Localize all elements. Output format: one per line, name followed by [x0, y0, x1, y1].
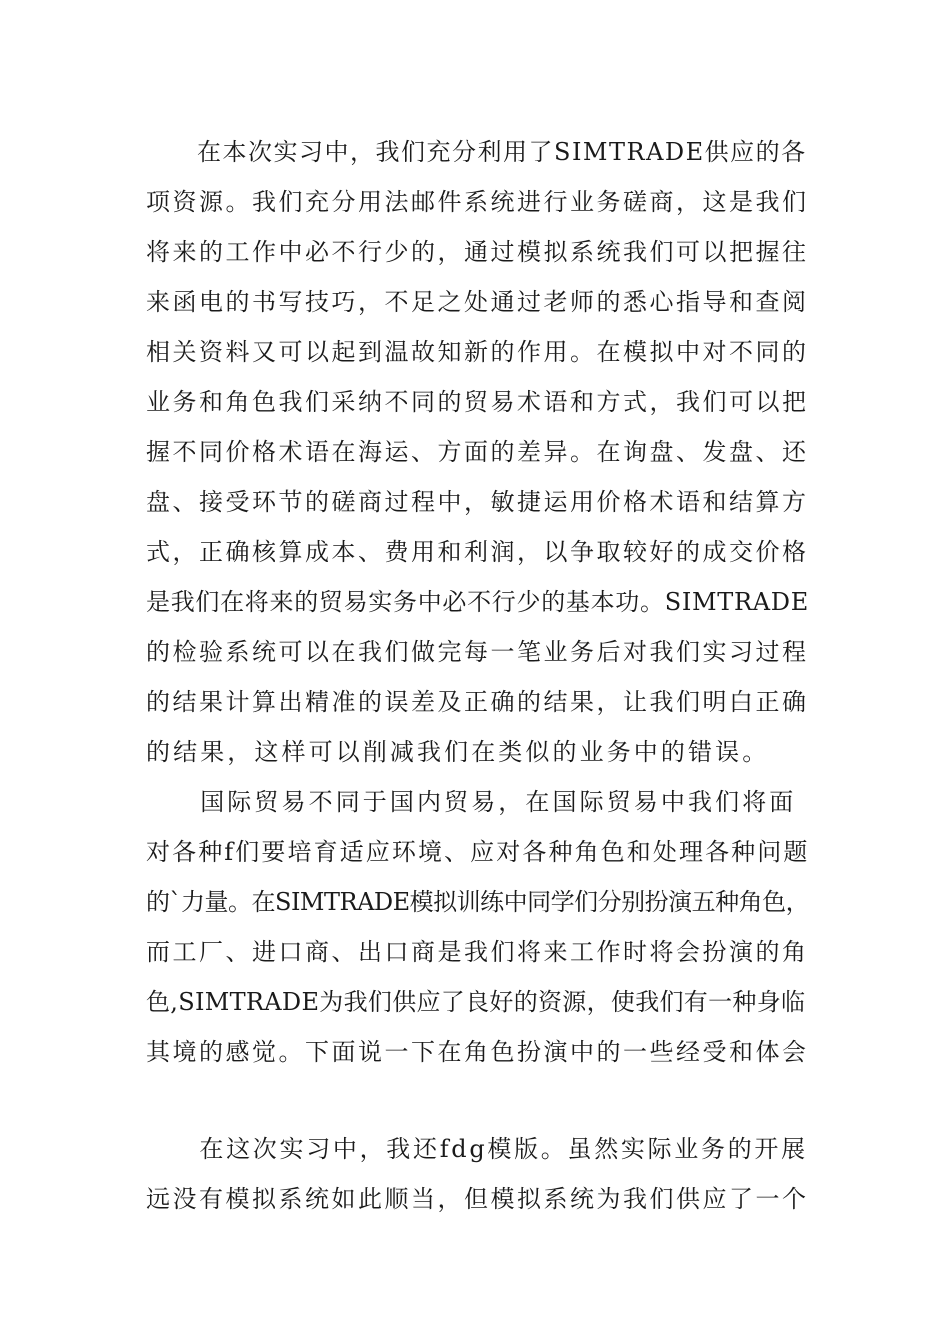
text-line: 而工厂、进口商、出口商是我们将来工作时将会扮演的角: [146, 938, 809, 966]
text-line: 在这次实习中，我还fdg模版。虽然实际业务的开展: [146, 1135, 808, 1163]
text-line: 业务和角色我们采纳不同的贸易术语和方式，我们可以把: [146, 388, 809, 416]
text-line: 相关资料又可以起到温故知新的作用。在模拟中对不同的: [146, 338, 809, 366]
text-line: 的检验系统可以在我们做完每一笔业务后对我们实习过程: [146, 638, 809, 666]
text-line: 在本次实习中，我们充分利用了SIMTRADE供应的各: [146, 138, 807, 166]
text-line: 是我们在将来的贸易实务中必不行少的基本功。SIMTRADE: [146, 588, 809, 616]
text-line: 远没有模拟系统如此顺当，但模拟系统为我们供应了一个: [146, 1185, 809, 1213]
text-line: 的结果，这样可以削减我们在类似的业务中的错误。: [146, 738, 770, 766]
text-line: 的结果计算出精准的误差及正确的结果，让我们明白正确: [146, 688, 809, 716]
text-line: 将来的工作中必不行少的，通过模拟系统我们可以把握往: [146, 238, 809, 266]
paragraph-1: [146, 127, 810, 777]
text-line: 项资源。我们充分用法邮件系统进行业务磋商，这是我们: [146, 188, 809, 216]
text-line: 色,SIMTRADE为我们供应了良好的资源，使我们有一种身临: [146, 988, 806, 1016]
text-line: 握不同价格术语在海运、方面的差异。在询盘、发盘、还: [146, 438, 809, 466]
text-line: 国际贸易不同于国内贸易，在国际贸易中我们将面: [146, 788, 797, 816]
text-line: 的`力量。在SIMTRADE模拟训练中同学们分别扮演五种角色，: [146, 888, 810, 916]
text-line: 盘、接受环节的磋商过程中，敏捷运用价格术语和结算方: [146, 488, 809, 516]
text-line: 对各种f们要培育适应环境、应对各种角色和处理各种问题: [146, 838, 810, 866]
text-line: 式，正确核算成本、费用和利润，以争取较好的成交价格: [146, 538, 809, 566]
paragraph-3: [146, 1124, 810, 1224]
paragraph-2: [146, 777, 810, 1077]
text-line: 来函电的书写技巧，不足之处通过老师的悉心指导和查阅: [146, 288, 809, 316]
text-line: 其境的感觉。下面说一下在角色扮演中的一些经受和体会: [146, 1038, 809, 1066]
